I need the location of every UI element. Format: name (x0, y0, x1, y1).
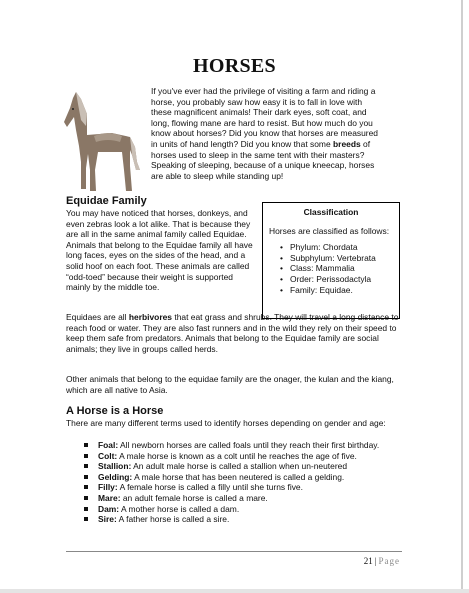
classification-list (263, 242, 399, 295)
page-edge-bottom (0, 589, 469, 593)
equidae-paragraph-1: You may have noticed that horses, donkeys, and even zebras look a lot alike. That is because they are all in the same animal family called Equidae. Animals that belong to the Equidae family all have long faces, eyes on the sides of the head, and a solid hoof on each foot. These animals are called “odd-toed” because their weight is supported mainly by the middle toe. (66, 208, 253, 293)
horse-terms-heading: A Horse is a Horse (66, 405, 164, 417)
classification-box (262, 202, 400, 319)
classification-item-family: • Family: Equidae. (280, 284, 353, 295)
equidae-heading: Equidae Family (66, 195, 147, 207)
classification-intro: Horses are classified as follows: (269, 225, 390, 236)
horse-terms-list (82, 440, 398, 525)
horse-illustration (64, 90, 144, 196)
page-number: 21 | Page (363, 556, 400, 566)
equidae-paragraph-3: Other animals that belong to the equidae family are the onager, the kulan and the kiang, which are all native to Asia. (66, 374, 394, 395)
term-gelding: Gelding: A male horse that has been neutered is called a gelding. (82, 472, 398, 483)
breeds-term: breeds (333, 138, 361, 149)
classification-title: Classification (303, 207, 359, 217)
term-dam: Dam: A mother horse is called a dam. (82, 504, 398, 515)
classification-item-class: • Class: Mammalia (280, 263, 355, 274)
footer-divider (66, 551, 402, 552)
equidae-paragraph-2: Equidaes are all herbivores that eat grass and shrubs. They will travel a long distance to reach food or water. They are also fast runners and in the wild they rely on their speed to keep them safe from predators. Animals that belong to the Equidae family are social animals; they live in groups called herds. (66, 312, 399, 354)
term-colt: Colt: A male horse is known as a colt until he reaches the age of five. (82, 451, 398, 462)
classification-item-subphylum: • Subphylum: Vertebrata (280, 252, 376, 263)
term-filly: Filly: A female horse is called a filly until she turns five. (82, 482, 398, 493)
page-edge-right (461, 0, 463, 593)
term-mare: Mare: an adult female horse is called a mare. (82, 493, 398, 504)
horse-terms-intro: There are many different terms used to identify horses depending on gender and age: (66, 418, 386, 428)
term-sire: Sire: A father horse is called a sire. (82, 514, 398, 525)
classification-item-order: • Order: Perissodactyla (280, 273, 372, 284)
page-title: HORSES (193, 55, 276, 77)
classification-item-phylum: • Phylum: Chordata (280, 242, 358, 253)
term-foal: Foal: All newborn horses are called foals until they reach their first birthday. (82, 440, 398, 451)
herbivores-term: herbivores (128, 312, 173, 322)
intro-paragraph: If you've ever had the privilege of visiting a farm and riding a horse, you probably saw how easy it is to fall in love with these magnificent animals! Their dark eyes, soft coat, and long, flowing mane are hard to resist. But how much do you know about horses? Did you know that horses are measured in units of hand length? Did you know that some breeds of horses used to sleep in the same tent with their masters? Speaking of sleeping, because of a unique kneecap, horses are able to sleep while standing up! (151, 86, 379, 181)
term-stallion: Stallion: An adult male horse is called a stallion when un-neutered (82, 461, 398, 472)
